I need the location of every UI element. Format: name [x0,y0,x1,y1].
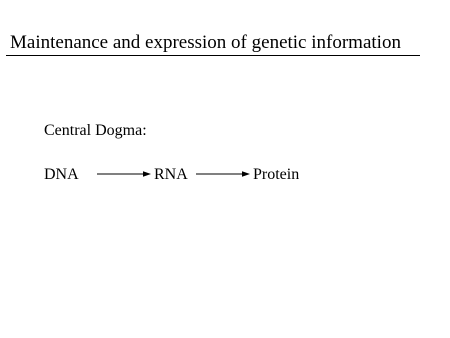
title-underline [6,55,420,56]
right-arrow-icon [97,167,151,181]
slide-title [6,31,422,55]
dna-label: DNA [44,166,79,183]
central-dogma-heading: Central Dogma: [44,122,147,139]
rna-label: RNA [154,166,188,183]
protein-label: Protein [253,166,300,183]
right-arrow-icon [196,167,250,181]
slide-title-text: Maintenance and expression of genetic information [10,32,401,53]
